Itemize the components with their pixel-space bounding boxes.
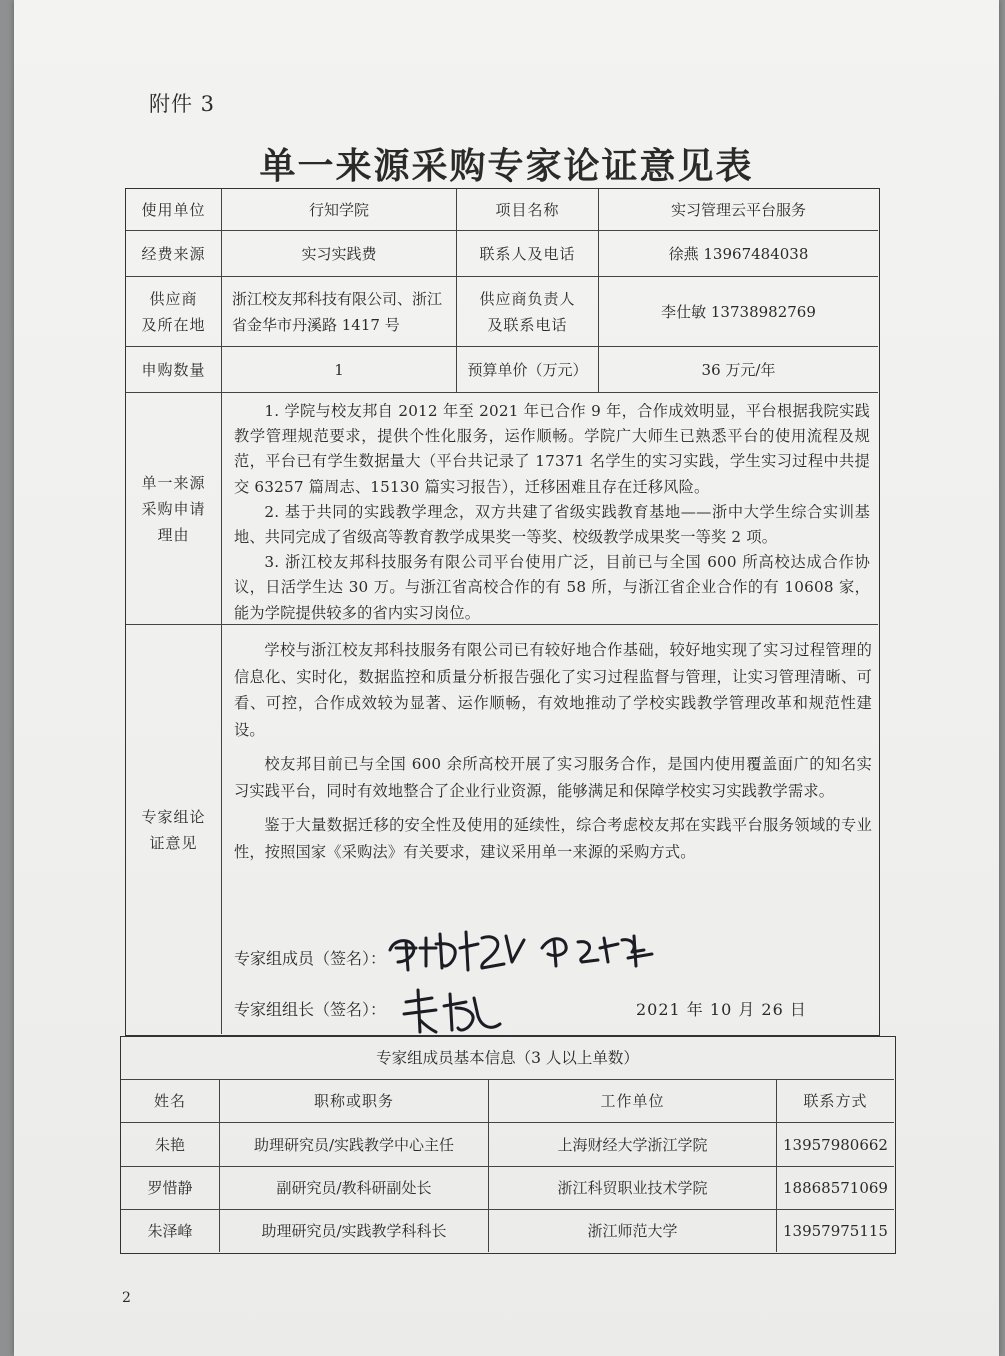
experts-table — [120, 1036, 896, 1254]
supplier-value: 浙江校友邦科技有限公司、浙江省金华市丹溪路 1417 号 — [222, 277, 457, 347]
table-row-contact: 13957980662 — [777, 1123, 894, 1167]
experts-section-title: 专家组成员基本信息（3 人以上单数） — [121, 1037, 894, 1080]
supplier-rep-label: 供应商负责人 及联系电话 — [457, 277, 599, 347]
fund-source-value: 实习实践费 — [222, 231, 457, 277]
reason-label: 单一来源 采购申请 理由 — [126, 393, 222, 625]
contact-label: 联系人及电话 — [457, 231, 599, 277]
table-row-name: 朱泽峰 — [121, 1210, 220, 1252]
reason-paragraph: 1. 学院与校友邦自 2012 年至 2021 年已合作 9 年，合作成效明显，平台根据我院实践教学管理规范要求，提供个性化服务，运作顺畅。学院广大师生已熟悉平台的使用流程及规范，平台已有学生数据量大（平台共记录了 17371 名学生的实习实践，学生实习过程中共提交 63257 篇周志、15130 篇实习报告），迁移困难且存在迁移风险。 — [234, 402, 870, 496]
budget-value: 36 万元/年 — [599, 347, 878, 393]
opinion-cell — [222, 625, 878, 925]
quantity-label: 申购数量 — [126, 347, 222, 393]
reason-paragraph: 3. 浙江校友邦科技服务有限公司平台使用广泛，目前已与全国 600 所高校达成合作协议，日活学生达 30 万。与浙江省高校合作的有 58 所，与浙江省企业合作的有 10608 家，能为学院提供较多的省内实习岗位。 — [234, 553, 870, 622]
table-row-title: 助理研究员/实践教学中心主任 — [220, 1123, 489, 1167]
user-unit-label: 使用单位 — [126, 189, 222, 231]
opinion-paragraph: 校友邦目前已与全国 600 余所高校开展了实习服务合作，是国内使用覆盖面广的知名实习实践平台，同时有效地整合了企业行业资源，能够满足和保障学校实习实践教学需求。 — [234, 755, 872, 800]
fund-source-label: 经费来源 — [126, 231, 222, 277]
table-row-title: 副研究员/教科研副处长 — [220, 1167, 489, 1210]
reason-paragraph: 2. 基于共同的实践教学理念，双方共建了省级实践教育基地——浙中大学生综合实训基地、共同完成了省级高等教育教学成果奖一等奖、校级教学成果奖一等奖 2 项。 — [234, 502, 870, 547]
table-row-workplace: 浙江师范大学 — [489, 1210, 777, 1252]
members-signature-label: 专家组成员（签名）： — [234, 949, 387, 968]
user-unit-value: 行知学院 — [222, 189, 457, 231]
reason-cell — [222, 393, 878, 625]
supplier-rep-value: 李仕敏 13738982769 — [599, 277, 878, 347]
leader-signature — [396, 980, 516, 1040]
table-row-workplace: 浙江科贸职业技术学院 — [489, 1167, 777, 1210]
sign-date: 2021 年 10 月 26 日 — [636, 1000, 807, 1019]
column-header-contact: 联系方式 — [777, 1080, 894, 1123]
column-header-title: 职称或职务 — [220, 1080, 489, 1123]
form-table — [125, 188, 880, 1036]
member-signature-2 — [534, 922, 664, 972]
attachment-label: 附件 3 — [149, 92, 216, 116]
table-row-contact: 13957975115 — [783, 1222, 888, 1240]
table-row-name: 朱艳 — [121, 1123, 220, 1167]
page-title: 单一来源采购专家论证意见表 — [259, 145, 754, 187]
table-row-name: 罗惜静 — [121, 1167, 220, 1210]
table-row-contact: 18868571069 — [777, 1167, 894, 1210]
supplier-label: 供应商 及所在地 — [126, 277, 222, 347]
table-row-workplace: 上海财经大学浙江学院 — [489, 1123, 777, 1167]
column-header-name: 姓名 — [121, 1080, 220, 1123]
table-row-title: 助理研究员/实践教学科科长 — [220, 1210, 489, 1252]
opinion-paragraph: 鉴于大量数据迁移的安全性及使用的延续性，综合考虑校友邦在实践平台服务领域的专业性，按照国家《采购法》有关要求，建议采用单一来源的采购方式。 — [234, 816, 872, 861]
project-name-value: 实习管理云平台服务 — [599, 189, 878, 231]
contact-value: 徐燕 13967484038 — [599, 231, 878, 277]
column-header-workplace: 工作单位 — [489, 1080, 777, 1123]
page-number: 2 — [122, 1290, 131, 1306]
quantity-value: 1 — [222, 347, 457, 393]
opinion-label: 专家组论 证意见 — [126, 625, 222, 1034]
project-name-label: 项目名称 — [457, 189, 599, 231]
opinion-paragraph: 学校与浙江校友邦科技服务有限公司已有较好地合作基础，较好地实现了实习过程管理的信息化、实时化，数据监控和质量分析报告强化了实习过程监督与管理，让实习管理清晰、可看、可控，合作成效较为显著、运作顺畅，有效地推动了学校实践教学管理改革和规范性建设。 — [234, 641, 872, 739]
budget-label: 预算单价（万元） — [457, 347, 599, 393]
document-page — [14, 0, 999, 1356]
member-signature-1 — [382, 918, 532, 978]
leader-signature-label: 专家组组长（签名）： — [234, 1000, 387, 1019]
